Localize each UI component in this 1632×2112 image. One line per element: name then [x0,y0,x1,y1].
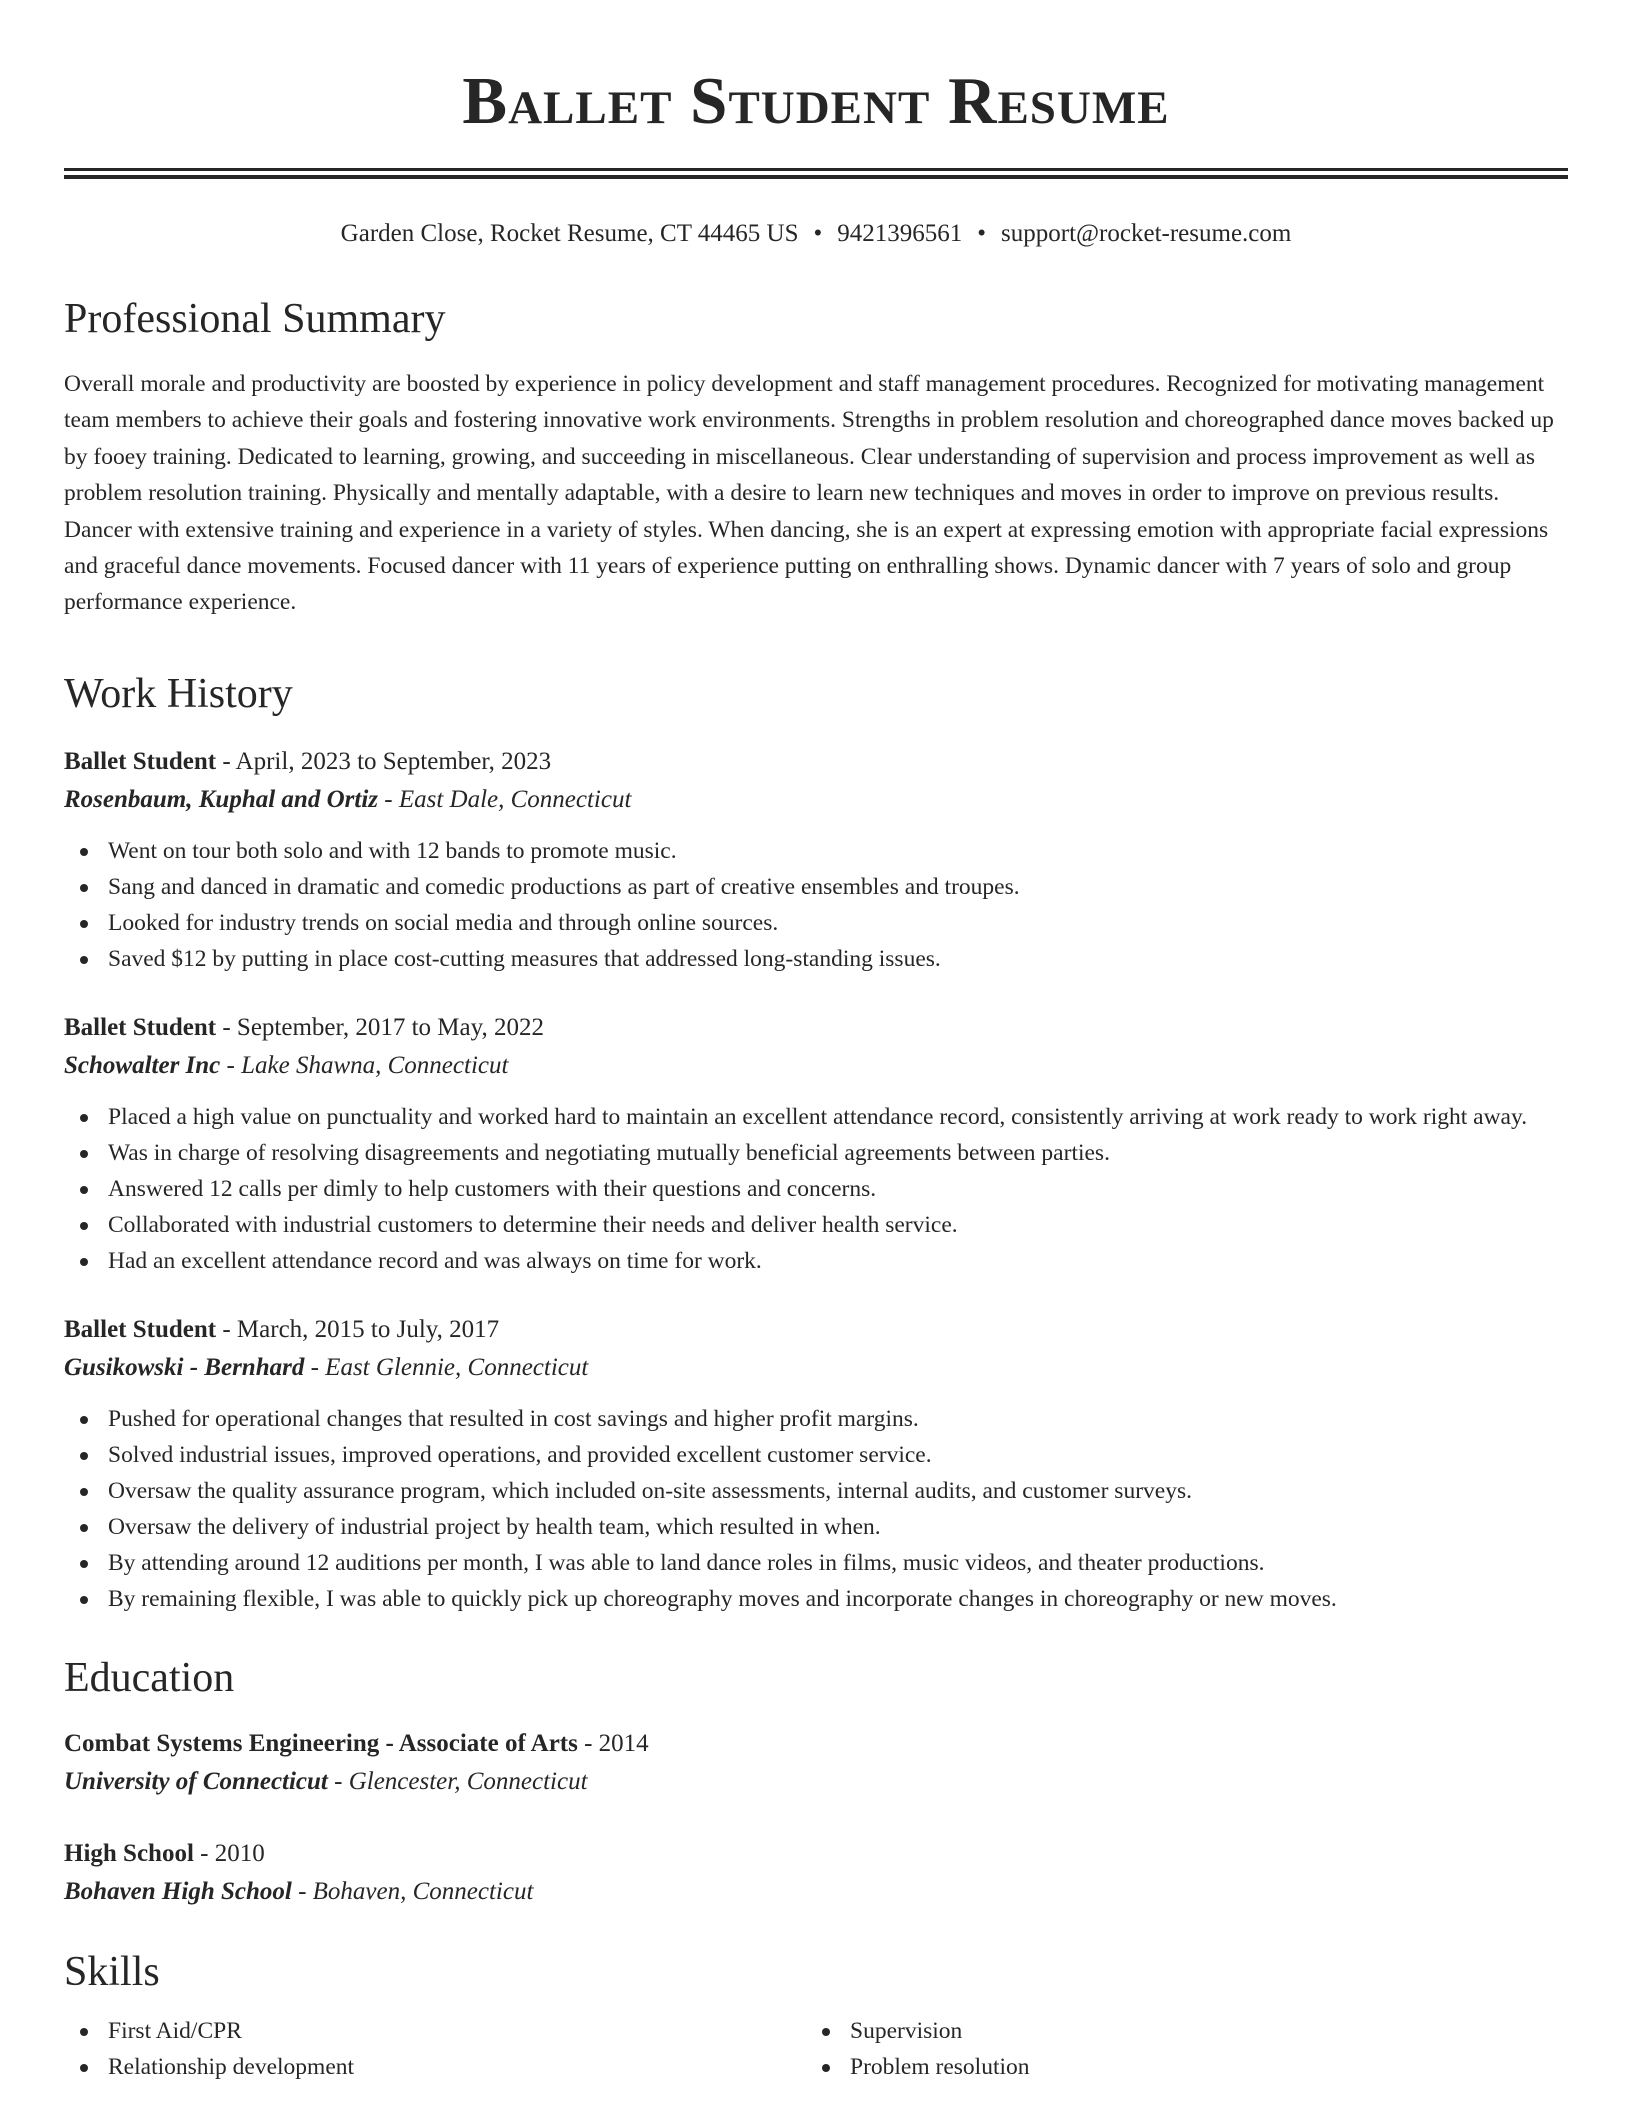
list-item: Saved $12 by putting in place cost-cutting measures that addressed long-standing issues. [64,941,1568,977]
section-heading-skills: Skills [64,1948,160,1995]
education-degree: Combat Systems Engineering - Associate of Arts [64,1729,578,1757]
education-year: - 2014 [577,1729,649,1757]
contact-line [64,221,1568,246]
job-company: Gusikowski - Bernhard [64,1353,305,1381]
list-item: By remaining flexible, I was able to quickly pick up choreography moves and incorporate changes in choreography or new moves. [64,1581,1568,1617]
list-item: Oversaw the quality assurance program, which included on-site assessments, internal audits, and customer surveys. [64,1473,1568,1509]
contact-separator: • [977,220,987,247]
job-role: Ballet Student [64,1315,217,1343]
skill-item: Relationship development [64,2049,806,2085]
education-school: Bohaven High School [64,1877,292,1905]
job-title-line [64,1009,1568,1047]
work-history-section [64,670,1568,1617]
contact-separator: • [813,220,823,247]
skills-grid [64,2013,1568,2085]
job-dates: - March, 2015 to July, 2017 [216,1315,500,1343]
job-title-line [64,1311,1568,1349]
job-company-line [64,1349,1568,1387]
education-entry [64,1835,1568,1911]
job-role: Ballet Student [64,747,217,775]
list-item: Was in charge of resolving disagreements and negotiating mutually beneficial agreements between parties. [64,1135,1568,1171]
list-item: Pushed for operational changes that resulted in cost savings and higher profit margins. [64,1401,1568,1437]
job-entry [64,743,1568,977]
contact-address: Garden Close, Rocket Resume, CT 44465 US [340,220,799,247]
list-item: Collaborated with industrial customers to determine their needs and deliver health service. [64,1207,1568,1243]
job-dates: - September, 2017 to May, 2022 [216,1013,544,1041]
job-location: - Lake Shawna, Connecticut [220,1051,509,1079]
skills-column-right [806,2013,1548,2085]
contact-email: support@rocket-resume.com [1001,220,1292,247]
job-bullets [64,833,1568,977]
job-bullets [64,1401,1568,1617]
education-degree: High School [64,1839,194,1867]
job-company: Rosenbaum, Kuphal and Ortiz [64,785,378,813]
title-divider [64,168,1568,179]
job-company-line [64,781,1568,819]
education-school-line [64,1873,1568,1911]
list-item: Looked for industry trends on social media and through online sources. [64,905,1568,941]
list-item: Solved industrial issues, improved operations, and provided excellent customer service. [64,1437,1568,1473]
list-item: Went on tour both solo and with 12 bands to promote music. [64,833,1568,869]
education-year: - 2010 [193,1839,265,1867]
skills-section [64,1948,1568,2085]
job-entry [64,1311,1568,1617]
education-location: - Glencester, Connecticut [327,1767,588,1795]
education-school: University of Connecticut [64,1767,328,1795]
summary-text: Overall morale and productivity are boosted by experience in policy development and staff management procedures. Recognized for motivating management team members to achieve their goals and fostering innovative work environments. Strengths in problem resolution and choreographed dance moves backed up by fooey training. Dedicated to learning, growing, and succeeding in miscellaneous. Clear understanding of supervision and process improvement as well as problem resolution training. Physically and mentally adaptable, with a desire to learn new techniques and moves in order to improve on previous results. Dancer with extensive training and experience in a variety of styles. When dancing, she is an expert at expressing emotion with appropriate facial expressions and graceful dance movements. Focused dancer with 11 years of experience putting on enthralling shows. Dynamic dancer with 7 years of solo and group performance experience. [64,371,1554,616]
skill-item: First Aid/CPR [64,2013,806,2049]
list-item: Sang and danced in dramatic and comedic productions as part of creative ensembles and troupes. [64,869,1568,905]
job-company: Schowalter Inc [64,1051,221,1079]
education-school-line [64,1763,1568,1801]
list-item: Had an excellent attendance record and was always on time for work. [64,1243,1568,1279]
list-item: Oversaw the delivery of industrial project by health team, which resulted in when. [64,1509,1568,1545]
section-heading-work: Work History [64,670,293,717]
job-location: - East Dale, Connecticut [378,785,632,813]
resume-title: Ballet Student Resume [462,64,1170,138]
education-degree-line [64,1725,1568,1763]
section-heading-summary: Professional Summary [64,296,446,342]
list-item: Placed a high value on punctuality and worked hard to maintain an excellent attendance record, consistently arriving at work ready to work right away. [64,1099,1568,1135]
job-dates: - April, 2023 to September, 2023 [216,747,552,775]
education-section [64,1654,1568,1911]
education-degree-line [64,1835,1568,1873]
job-title-line [64,743,1568,781]
job-role: Ballet Student [64,1013,217,1041]
contact-phone: 9421396561 [837,220,963,247]
job-entry [64,1009,1568,1279]
education-location: - Bohaven, Connecticut [291,1877,534,1905]
job-company-line [64,1047,1568,1085]
skills-column-left [64,2013,806,2085]
job-location: - East Glennie, Connecticut [304,1353,589,1381]
skill-item: Supervision [806,2013,1548,2049]
job-bullets [64,1099,1568,1279]
section-heading-education: Education [64,1654,235,1701]
list-item: By attending around 12 auditions per month, I was able to land dance roles in films, music videos, and theater productions. [64,1545,1568,1581]
skill-item: Problem resolution [806,2049,1548,2085]
list-item: Answered 12 calls per dimly to help customers with their questions and concerns. [64,1171,1568,1207]
professional-summary-section [64,298,1568,621]
education-entry [64,1725,1568,1801]
